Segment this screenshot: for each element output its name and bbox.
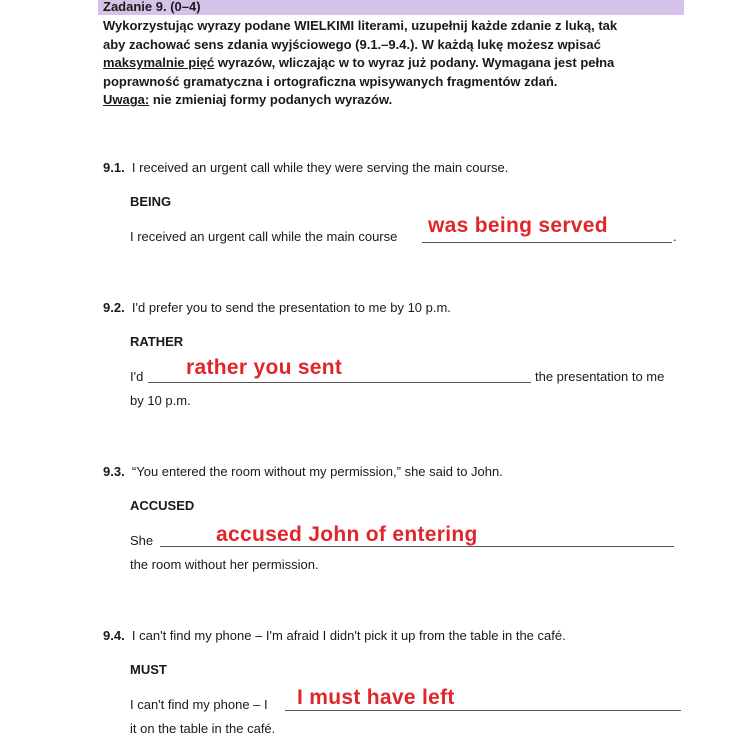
question-9-4-answer[interactable]: I must have left	[297, 686, 455, 709]
question-9-4-keyword: MUST	[130, 662, 167, 677]
question-9-3-answer[interactable]: accused John of entering	[216, 523, 478, 546]
task-title: Zadanie 9. (0–4)	[103, 0, 201, 14]
question-9-4-continuation: it on the table in the café.	[130, 721, 276, 736]
question-9-3-keyword: ACCUSED	[130, 498, 195, 513]
instructions-line-1: Wykorzystując wyrazy podane WIELKIMI literami, uzupełnij każde zdanie z luką, tak	[103, 18, 618, 33]
question-9-4-gap[interactable]	[285, 710, 681, 711]
note-label: Uwaga:	[103, 92, 150, 107]
instructions-line-2: aby zachować sens zdania wyjściowego (9.1.–9.4.). W każdą lukę możesz wpisać	[103, 36, 601, 52]
question-9-1-keyword: BEING	[130, 194, 172, 209]
question-9-1-gap[interactable]	[422, 242, 672, 243]
question-9-2-keyword: RATHER	[130, 334, 184, 349]
question-9-1-sentence-end: .	[673, 229, 677, 244]
question-9-2-sentence-end: the presentation to me	[535, 369, 665, 384]
question-9-3-prompt: 9.3. “You entered the room without my permission,” she said to John.	[103, 464, 503, 479]
question-9-3-sentence-start: She	[130, 533, 154, 548]
question-9-2-continuation: by 10 p.m.	[130, 393, 191, 408]
instructions-line-3: maksymalnie pięć wyrazów, wliczając w to wyraz już podany. Wymagana jest pełna	[103, 55, 615, 70]
question-9-3-continuation: the room without her permission.	[130, 557, 319, 572]
instructions	[103, 17, 673, 110]
instructions-line-4: poprawność gramatyczna i ortograficzna wpisywanych fragmentów zdań.	[103, 73, 558, 89]
instructions-emphasis: maksymalnie pięć	[103, 55, 215, 70]
question-9-1-answer[interactable]: was being served	[428, 214, 608, 237]
question-9-2-gap[interactable]	[148, 382, 531, 383]
question-9-4-sentence-start: I can't find my phone – I	[130, 697, 268, 712]
question-9-1-sentence-start: I received an urgent call while the main course	[130, 229, 398, 244]
question-9-2-sentence-start: I'd	[130, 369, 144, 384]
question-9-1-prompt: 9.1. I received an urgent call while they were serving the main course.	[103, 160, 509, 175]
question-9-2-answer[interactable]: rather you sent	[186, 356, 343, 379]
instructions-note: Uwaga: nie zmieniaj formy podanych wyrazów.	[103, 92, 393, 107]
question-9-2-prompt: 9.2. I'd prefer you to send the presentation to me by 10 p.m.	[103, 300, 451, 315]
question-9-4-prompt: 9.4. I can't find my phone – I'm afraid I didn't pick it up from the table in the café.	[103, 628, 566, 643]
